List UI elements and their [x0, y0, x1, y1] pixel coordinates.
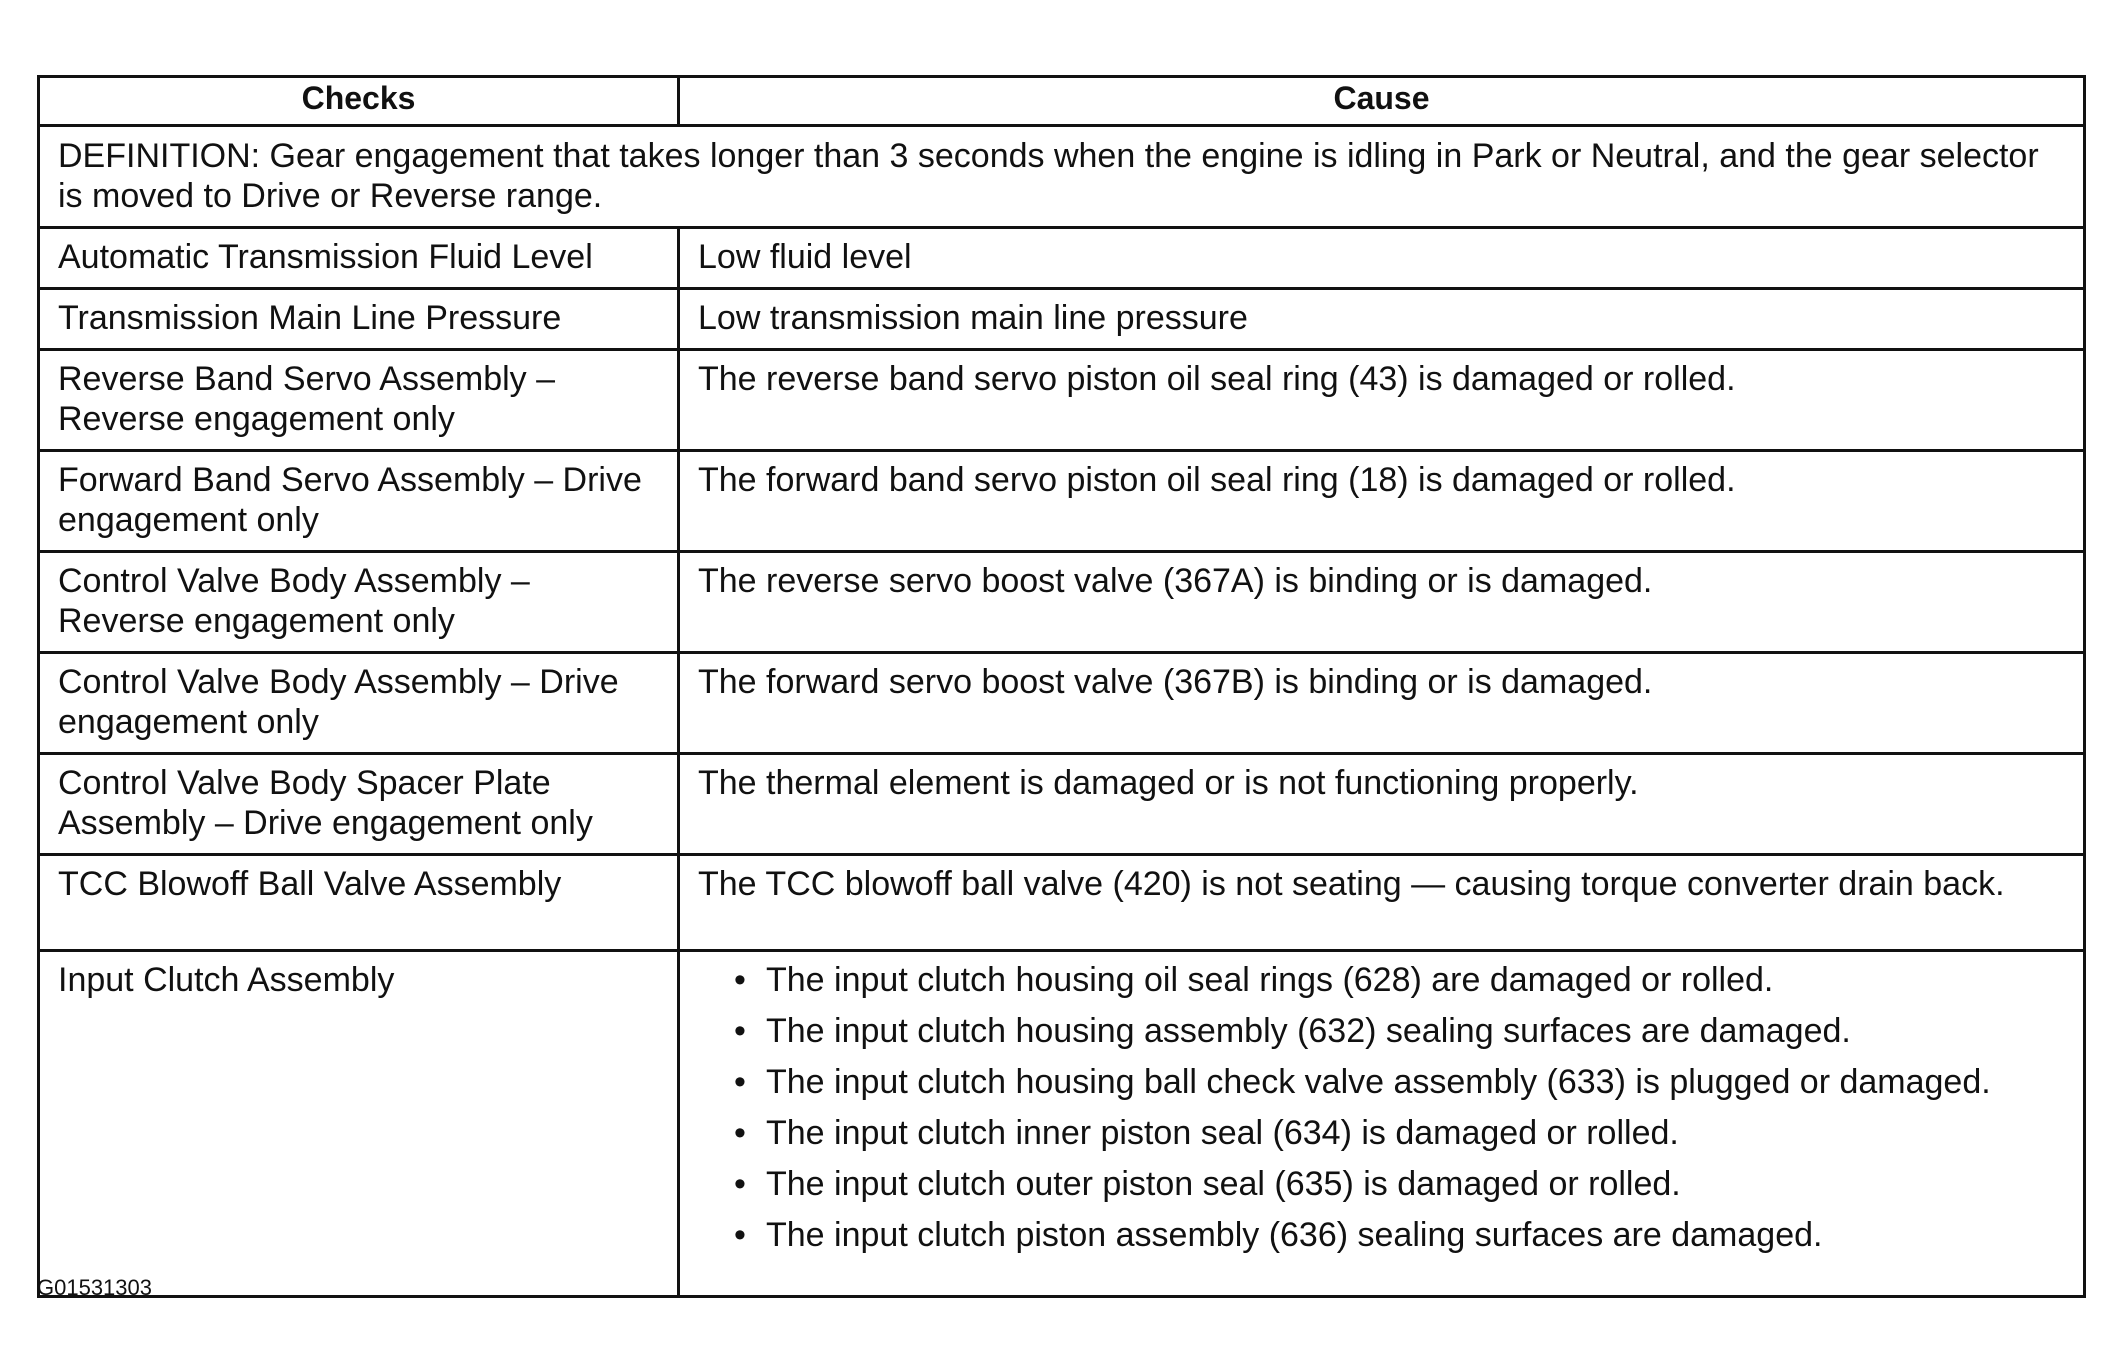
- table-row: [39, 653, 2085, 754]
- bullet-icon: •: [734, 1063, 746, 1101]
- table-row: [39, 951, 2085, 1297]
- cause-cell: Low fluid level: [679, 228, 2085, 289]
- check-cell: TCC Blowoff Ball Valve Assembly: [39, 855, 679, 951]
- table-row: [39, 289, 2085, 350]
- list-item: [734, 960, 2069, 1000]
- bullet-icon: •: [734, 1114, 746, 1152]
- cause-text: The input clutch piston assembly (636) sealing surfaces are damaged.: [766, 1216, 1823, 1254]
- cause-cell: The forward servo boost valve (367B) is binding or is damaged.: [679, 653, 2085, 754]
- table-row: [39, 350, 2085, 451]
- list-item: [734, 1215, 2069, 1255]
- cause-bullet-list: [698, 960, 2069, 1255]
- table-row: [39, 552, 2085, 653]
- list-item: [734, 1113, 2069, 1153]
- cause-column-header: Cause: [679, 77, 2085, 126]
- cause-text: The input clutch inner piston seal (634) is damaged or rolled.: [766, 1114, 1679, 1152]
- diagnostic-table: [37, 75, 2086, 1298]
- figure-id: G01531303: [37, 1275, 152, 1300]
- bullet-icon: •: [734, 1165, 746, 1203]
- bullet-icon: •: [734, 1012, 746, 1050]
- cause-text: The input clutch housing assembly (632) sealing surfaces are damaged.: [766, 1012, 1851, 1050]
- list-item: [734, 1062, 2069, 1102]
- bullet-icon: •: [734, 1216, 746, 1254]
- check-cell: Input Clutch Assembly: [39, 951, 679, 1297]
- check-cell: Reverse Band Servo Assembly – Reverse engagement only: [39, 350, 679, 451]
- cause-cell: [679, 951, 2085, 1297]
- check-cell: Control Valve Body Spacer Plate Assembly – Drive engagement only: [39, 754, 679, 855]
- check-cell: Control Valve Body Assembly – Reverse engagement only: [39, 552, 679, 653]
- check-cell: Forward Band Servo Assembly – Drive engagement only: [39, 451, 679, 552]
- bullet-icon: •: [734, 961, 746, 999]
- cause-text: The input clutch outer piston seal (635) is damaged or rolled.: [766, 1165, 1681, 1203]
- cause-cell: The TCC blowoff ball valve (420) is not seating — causing torque converter drain back.: [679, 855, 2085, 951]
- table-header-row: [39, 77, 2085, 126]
- definition-text: DEFINITION: Gear engagement that takes longer than 3 seconds when the engine is idling in Park or Neutral, and the gear selector is moved to Drive or Reverse range.: [39, 126, 2085, 228]
- cause-cell: The reverse band servo piston oil seal ring (43) is damaged or rolled.: [679, 350, 2085, 451]
- table-row: [39, 228, 2085, 289]
- check-cell: Control Valve Body Assembly – Drive engagement only: [39, 653, 679, 754]
- cause-cell: The forward band servo piston oil seal ring (18) is damaged or rolled.: [679, 451, 2085, 552]
- checks-column-header: Checks: [39, 77, 679, 126]
- cause-cell: The thermal element is damaged or is not functioning properly.: [679, 754, 2085, 855]
- table-row: [39, 754, 2085, 855]
- cause-text: The input clutch housing ball check valve assembly (633) is plugged or damaged.: [766, 1063, 1991, 1101]
- table-row: [39, 451, 2085, 552]
- check-cell: Transmission Main Line Pressure: [39, 289, 679, 350]
- check-cell: Automatic Transmission Fluid Level: [39, 228, 679, 289]
- cause-cell: The reverse servo boost valve (367A) is binding or is damaged.: [679, 552, 2085, 653]
- list-item: [734, 1164, 2069, 1204]
- definition-row: [39, 126, 2085, 228]
- list-item: [734, 1011, 2069, 1051]
- cause-text: The input clutch housing oil seal rings (628) are damaged or rolled.: [766, 961, 1774, 999]
- table-row: [39, 855, 2085, 951]
- cause-cell: Low transmission main line pressure: [679, 289, 2085, 350]
